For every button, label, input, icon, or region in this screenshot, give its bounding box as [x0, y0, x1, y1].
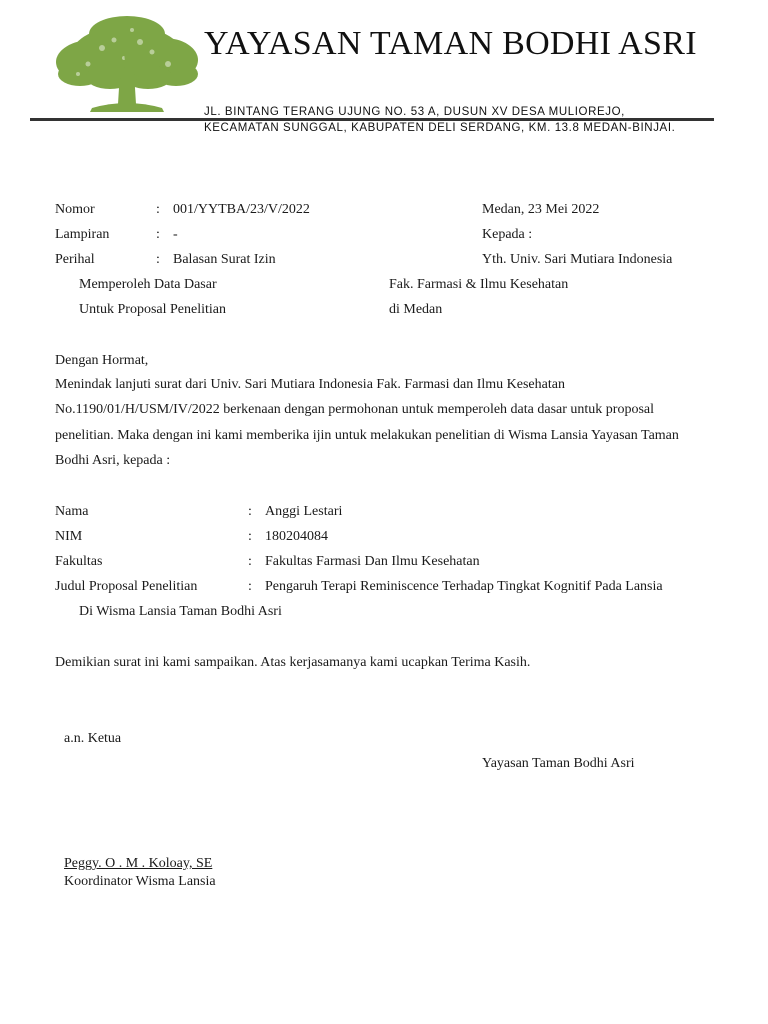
fakultas-value: Fakultas Farmasi Dan Ilmu Kesehatan — [265, 554, 480, 569]
fakultas-colon: : — [248, 554, 252, 569]
judul-label: Judul Proposal Penelitian — [55, 579, 198, 594]
lampiran-value: - — [173, 227, 178, 242]
address-line-2: KECAMATAN SUNGGAL, KABUPATEN DELI SERDANG, KM. 13.8 MEDAN-BINJAI. — [204, 122, 676, 134]
signature-org: Yayasan Taman Bodhi Asri — [482, 756, 635, 771]
address-line-1: JL. BINTANG TERANG UJUNG NO. 53 A, DUSUN XV DESA MULIOREJO, — [204, 106, 625, 118]
closing-sentence: Demikian surat ini kami sampaikan. Atas kerjasamanya kami ucapkan Terima Kasih. — [55, 655, 531, 670]
signature-an: a.n. Ketua — [64, 731, 122, 746]
header-divider — [30, 118, 714, 121]
body-paragraph: Menindak lanjuti surat dari Univ. Sari Mutiara Indonesia Fak. Farmasi dan Ilmu Kesehatan No.1190/01/H/USM/IV/2022 berkenaan dengan permohonan untuk memperoleh data dasar untuk proposal penelitian. Maka dengan ini kami memberika ijin untuk melakukan penelitian di Wisma Lansia Yayasan Taman Bodhi Asri, kepada : — [55, 377, 679, 468]
lampiran-colon: : — [156, 227, 160, 242]
organization-name: YAYASAN TAMAN BODHI ASRI — [204, 25, 697, 62]
perihal-label: Perihal — [55, 252, 95, 267]
tree-logo-icon — [52, 12, 202, 120]
nomor-colon: : — [156, 202, 160, 217]
judul-colon: : — [248, 579, 252, 594]
recipient-line-2: Fak. Farmasi & Ilmu Kesehatan — [389, 277, 569, 292]
nim-colon: : — [248, 529, 252, 544]
nama-value: Anggi Lestari — [265, 504, 343, 519]
perihal-line-3: Untuk Proposal Penelitian — [79, 302, 226, 317]
perihal-line-2: Memperoleh Data Dasar — [79, 277, 217, 292]
recipient-line-3: di Medan — [389, 302, 443, 317]
nomor-label: Nomor — [55, 202, 95, 217]
signatory-title: Koordinator Wisma Lansia — [64, 874, 216, 889]
nama-label: Nama — [55, 504, 89, 519]
recipient-line-1: Yth. Univ. Sari Mutiara Indonesia — [482, 252, 673, 267]
signatory-name: Peggy. O . M . Koloay, SE — [64, 856, 213, 871]
perihal-value: Balasan Surat Izin — [173, 252, 276, 267]
nim-label: NIM — [55, 529, 83, 544]
place-date: Medan, 23 Mei 2022 — [482, 202, 600, 217]
kepada-label: Kepada : — [482, 227, 533, 242]
nim-value: 180204084 — [265, 529, 328, 544]
lampiran-label: Lampiran — [55, 227, 110, 242]
nama-colon: : — [248, 504, 252, 519]
fakultas-label: Fakultas — [55, 554, 103, 569]
judul-line-2: Di Wisma Lansia Taman Bodhi Asri — [79, 604, 282, 619]
nomor-value: 001/YYTBA/23/V/2022 — [173, 202, 310, 217]
greeting: Dengan Hormat, — [55, 353, 149, 368]
perihal-colon: : — [156, 252, 160, 267]
judul-value: Pengaruh Terapi Reminiscence Terhadap Tingkat Kognitif Pada Lansia — [265, 579, 663, 594]
